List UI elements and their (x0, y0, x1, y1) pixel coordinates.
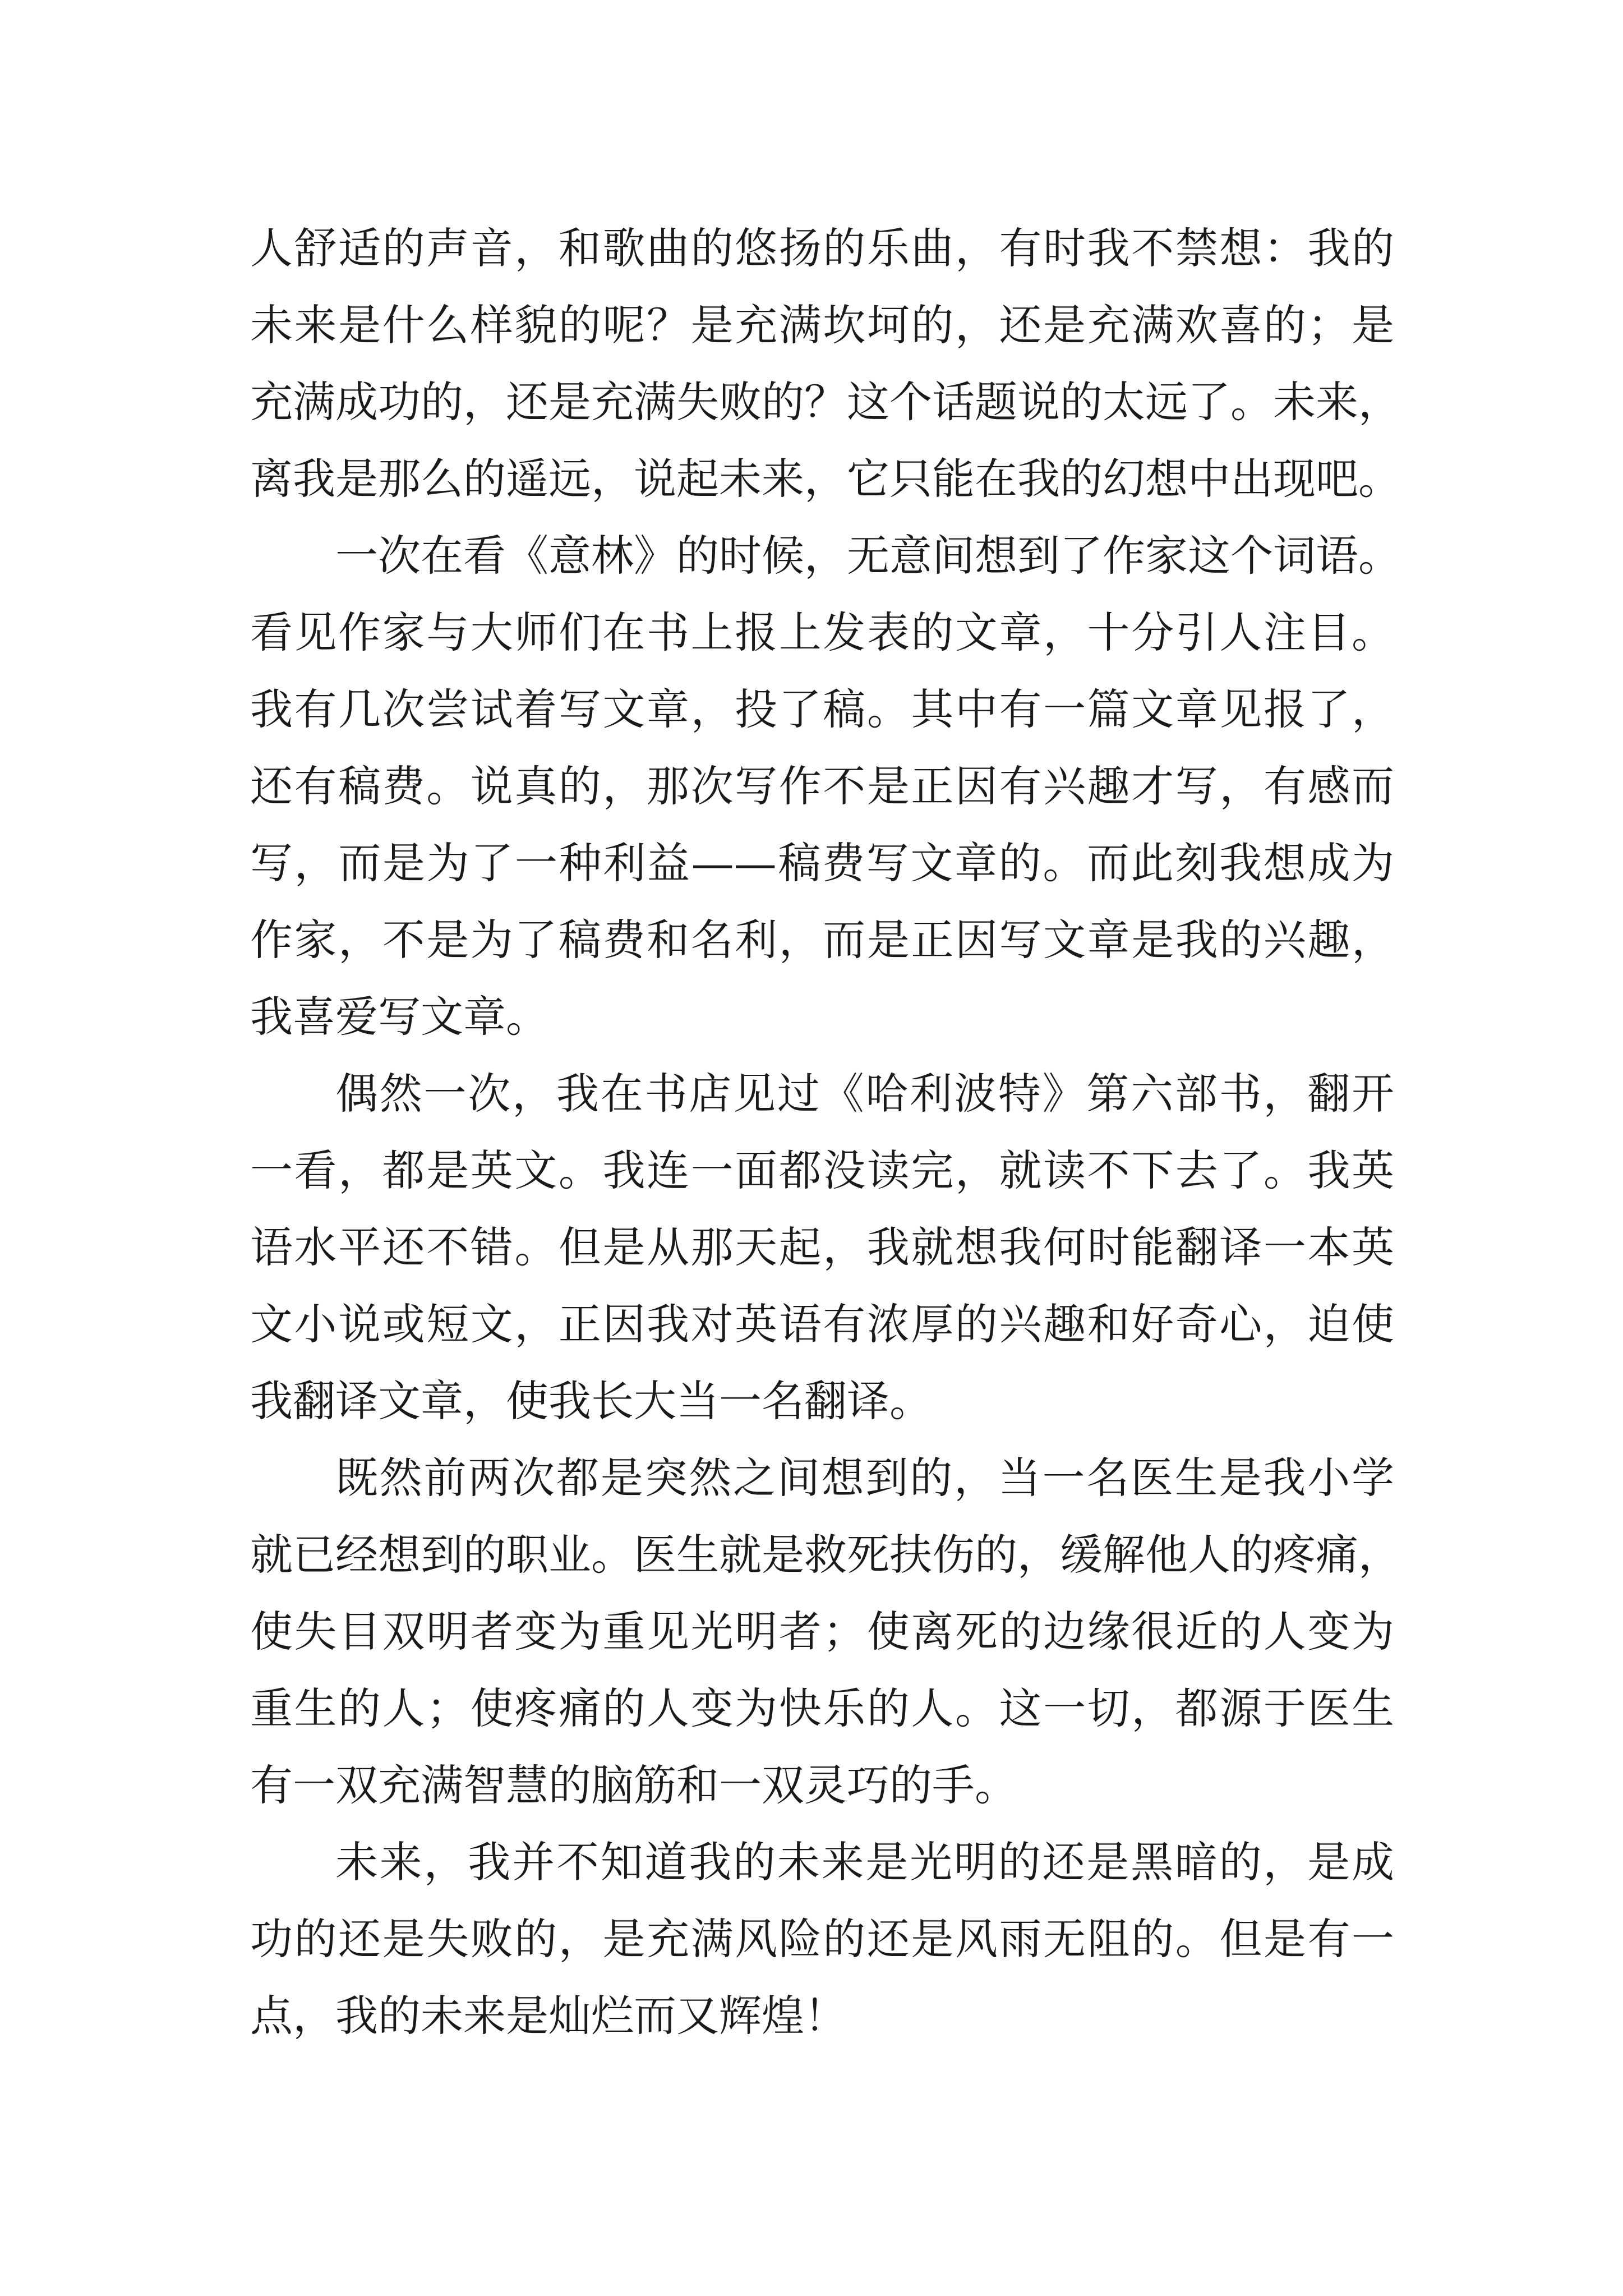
paragraph-2 (250, 517, 1401, 1055)
text-line: 我有几次尝试着写文章，投了稿。其中有一篇文章见报了， (250, 684, 1394, 734)
text-line: 还有稿费。说真的，那次写作不是正因有兴趣才写，有感而 (250, 761, 1394, 811)
document-body (250, 210, 1401, 2054)
text-line: 我喜爱写文章。 (250, 992, 548, 1042)
text-line: 看见作家与大师们在书上报上发表的文章，十分引人注目。 (250, 608, 1394, 657)
paragraph-3 (250, 1055, 1394, 1439)
text-line: 作家，不是为了稿费和名利，而是正因写文章是我的兴趣， (250, 915, 1394, 965)
text-line: 使失目双明者变为重见光明者；使离死的边缘很近的人变为 (250, 1607, 1394, 1657)
paragraph-4 (250, 1439, 1401, 1824)
text-line: 人舒适的声音，和歌曲的悠扬的乐曲，有时我不禁想：我的 (250, 223, 1394, 273)
text-line: 重生的人；使疼痛的人变为快乐的人。这一切，都源于医生 (250, 1683, 1394, 1733)
text-line: 离我是那么的遥远，说起未来，它只能在我的幻想中出现吧。 (250, 454, 1401, 504)
text-line: 功的还是失败的，是充满风险的还是风雨无阻的。但是有一 (250, 1914, 1394, 1964)
text-line: 语水平还不错。但是从那天起，我就想我何时能翻译一本英 (250, 1222, 1394, 1272)
text-line: 写，而是为了一种利益——稿费写文章的。而此刻我想成为 (250, 838, 1394, 888)
text-line: 偶然一次，我在书店见过《哈利波特》第六部书，翻开 (335, 1069, 1394, 1119)
text-line: 既然前两次都是突然之间想到的，当一名医生是我小学 (335, 1453, 1394, 1503)
text-line: 有一双充满智慧的脑筋和一双灵巧的手。 (250, 1760, 1017, 1810)
paragraph-1 (250, 210, 1401, 517)
text-line: 未来是什么样貌的呢？是充满坎坷的，还是充满欢喜的；是 (250, 300, 1394, 350)
text-line: 一看，都是英文。我连一面都没读完，就读不下去了。我英 (250, 1145, 1394, 1195)
text-line: 就已经想到的职业。医生就是救死扶伤的，缓解他人的疼痛， (250, 1530, 1401, 1580)
text-line: 我翻译文章，使我长大当一名翻译。 (250, 1376, 932, 1426)
paragraph-5 (250, 1824, 1394, 2054)
text-line: 一次在看《意林》的时候，无意间想到了作家这个词语。 (335, 531, 1401, 581)
text-line: 点，我的未来是灿烂而又辉煌！ (250, 1991, 847, 2041)
text-line: 充满成功的，还是充满失败的？这个话题说的太远了。未来， (250, 377, 1401, 427)
text-line: 未来，我并不知道我的未来是光明的还是黑暗的，是成 (335, 1837, 1394, 1887)
text-line: 文小说或短文，正因我对英语有浓厚的兴趣和好奇心，迫使 (250, 1299, 1394, 1349)
